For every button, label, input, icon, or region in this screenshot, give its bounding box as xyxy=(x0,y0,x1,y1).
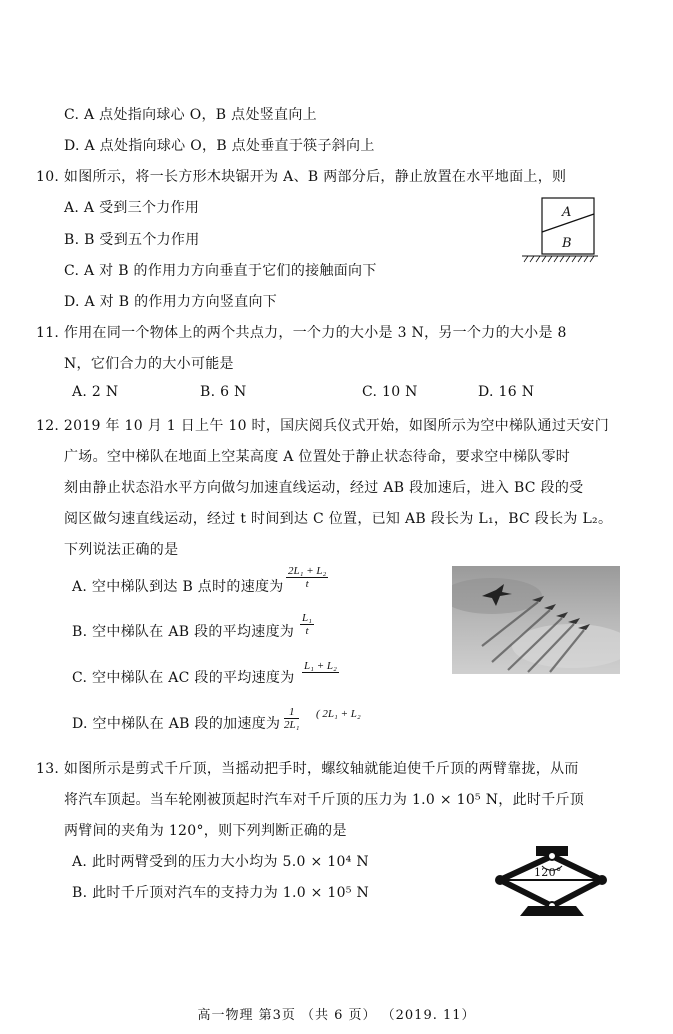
fraction-numerator: 2L₁ + L₂ xyxy=(288,565,327,577)
fraction-numerator: 1 xyxy=(284,706,299,719)
q12-option-d-continuation: ( 2L₁ + L₂ xyxy=(316,708,361,720)
q11-option-c: C. 10 N xyxy=(362,384,418,400)
q11-option-b: B. 6 N xyxy=(200,384,247,400)
q10-option-a: A. A 受到三个力作用 xyxy=(64,200,200,216)
fraction-denominator: t xyxy=(305,625,309,637)
q12-option-c: C. 空中梯队在 AC 段的平均速度为 xyxy=(72,670,295,686)
q11-option-a: A. 2 N xyxy=(72,384,119,400)
q12-option-b: B. 空中梯队在 AB 段的平均速度为 xyxy=(72,624,295,640)
page-footer: 高一物理 第3页 （共 6 页） （2019. 11） xyxy=(197,1008,476,1023)
q13-stem-line1: 13. 如图所示是剪式千斤顶，当摇动把手时，螺纹轴就能迫使千斤顶的两臂靠拢，从而 xyxy=(36,761,579,777)
fraction-numerator: L₁ + L₂ xyxy=(304,660,337,672)
q9-option-d: D. A 点处指向球心 O，B 点处垂直于筷子斜向上 xyxy=(64,138,375,154)
q10-option-d: D. A 对 B 的作用力方向竖直向下 xyxy=(64,294,278,310)
q12-stem-line2: 广场。空中梯队在地面上空某高度 A 位置处于静止状态待命，要求空中梯队零时 xyxy=(64,449,571,465)
q13-option-a: A. 此时两臂受到的压力大小均为 5.0 × 10⁴ N xyxy=(72,854,369,870)
q12-option-a-fraction xyxy=(286,565,328,590)
air-formation-photo xyxy=(452,566,620,674)
jack-angle-label: 120° xyxy=(534,866,562,879)
q12-option-c-fraction xyxy=(302,660,339,673)
fraction-denominator: 2L₁ xyxy=(284,719,300,731)
q13-stem-line2: 将汽车顶起。当车轮刚被顶起时汽车对千斤顶的压力为 1.0 × 10⁵ N，此时千斤顶 xyxy=(64,792,585,808)
q12-option-d-fraction xyxy=(284,706,299,731)
block-b-label: B xyxy=(562,236,572,251)
q10-stem: 10. 如图所示，将一长方形木块锯开为 A、B 两部分后，静止放置在水平地面上，则 xyxy=(36,169,567,185)
q10-option-c: C. A 对 B 的作用力方向垂直于它们的接触面向下 xyxy=(64,263,377,279)
q10-option-b: B. B 受到五个力作用 xyxy=(64,232,200,248)
q9-option-c: C. A 点处指向球心 O，B 点处竖直向上 xyxy=(64,107,317,123)
q12-option-d: D. 空中梯队在 AB 段的加速度为 xyxy=(72,716,281,732)
q12-stem-line4: 阅区做匀速直线运动，经过 t 时间到达 C 位置，已知 AB 段长为 L₁，BC 段长为 L₂。 xyxy=(64,511,613,527)
q12-stem-line3: 刻由静止状态沿水平方向做匀加速直线运动，经过 AB 段加速后，进入 BC 段的受 xyxy=(64,480,584,496)
block-figure xyxy=(518,192,600,268)
q11-stem-line1: 11. 作用在同一个物体上的两个共点力，一个力的大小是 3 N，另一个力的大小是 8 xyxy=(36,325,567,341)
q12-stem-line5: 下列说法正确的是 xyxy=(64,542,179,558)
q12-stem-line1: 12. 2019 年 10 月 1 日上午 10 时，国庆阅兵仪式开始，如图所示为空中梯队通过天安门 xyxy=(36,418,610,434)
q11-option-d: D. 16 N xyxy=(478,384,535,400)
q12-option-b-fraction xyxy=(300,612,314,637)
q13-option-b: B. 此时千斤顶对汽车的支持力为 1.0 × 10⁵ N xyxy=(72,885,370,901)
q11-stem-line2: N，它们合力的大小可能是 xyxy=(64,356,234,372)
scissor-jack-figure xyxy=(492,840,610,922)
block-a-label: A xyxy=(562,205,572,220)
q12-option-a: A. 空中梯队到达 B 点时的速度为 xyxy=(72,579,284,595)
fraction-denominator: t xyxy=(305,578,309,590)
fraction-numerator: L₁ xyxy=(302,612,312,624)
q13-stem-line3: 两臂间的夹角为 120°，则下列判断正确的是 xyxy=(64,823,347,839)
